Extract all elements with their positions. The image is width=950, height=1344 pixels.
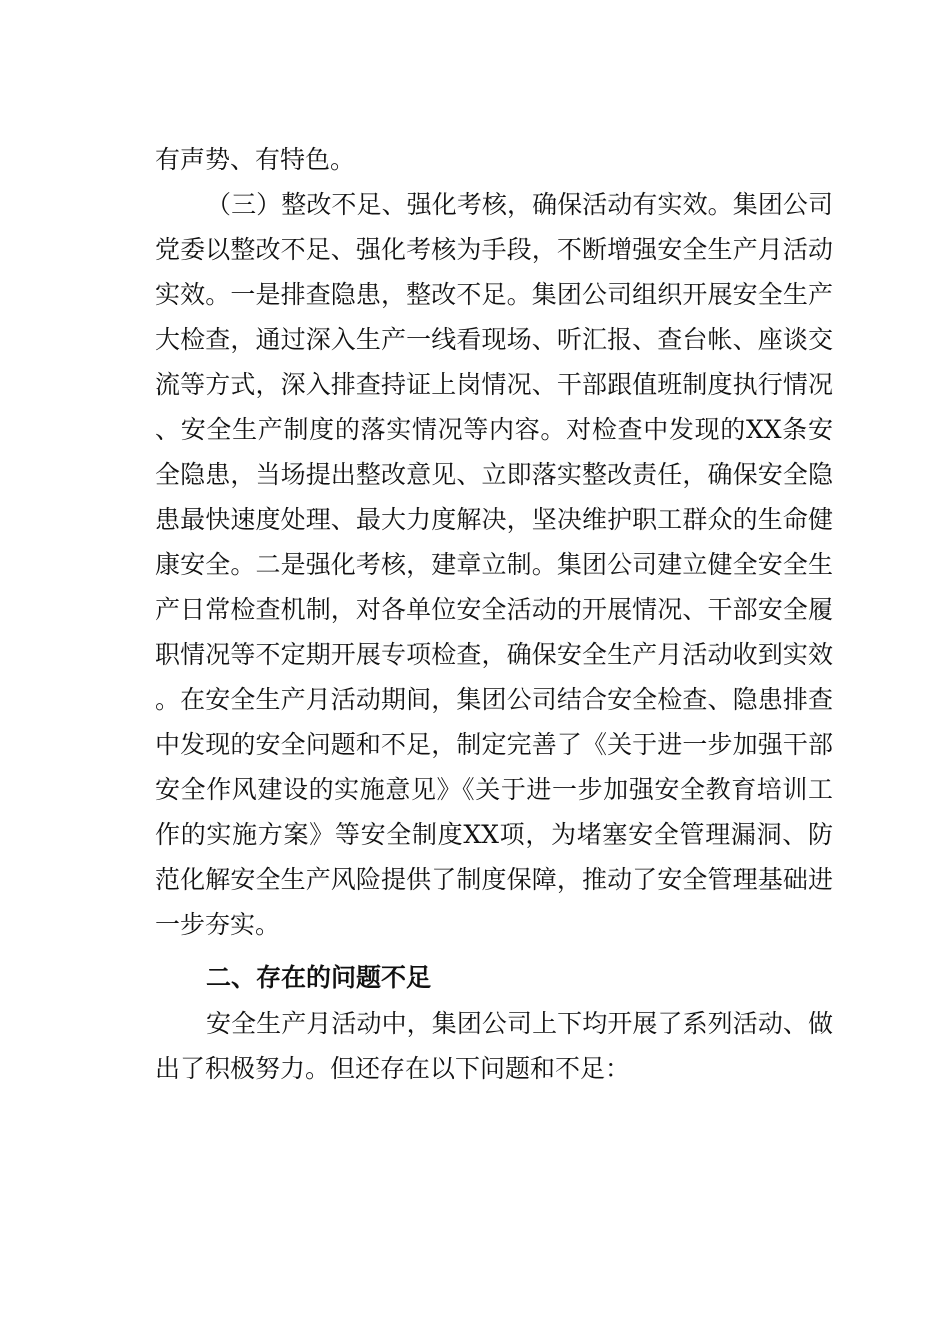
paragraph-section-three: （三）整改不足、强化考核，确保活动有实效。集团公司党委以整改不足、强化考核为手段，不断增强安全生产月活动实效。一是排查隐患，整改不足。集团公司组织开展安全生产大检查，通过深入生产一线看现场、听汇报、查台帐、座谈交流等方式，深入排查持证上岗情况、干部跟值班制度执行情况、安全生产制度的落实情况等内容。对检查中发现的XX条安全隐患，当场提出整改意见、立即落实整改责任，确保安全隐患最快速度处理、最大力度解决，坚决维护职工群众的生命健康安全。二是强化考核，建章立制。集团公司建立健全安全生产日常检查机制，对各单位安全活动的开展情况、干部安全履职情况等不定期开展专项检查，确保安全生产月活动收到实效。在安全生产月活动期间，集团公司结合安全检查、隐患排查中发现的安全问题和不足，制定完善了《关于进一步加强干部安全作风建设的实施意见》《关于进一步加强安全教育培训工作的实施方案》等安全制度XX项，为堵塞安全管理漏洞、防范化解安全生产风险提供了制度保障，推动了安全管理基础进一步夯实。 bbox=[155, 190, 833, 939]
section-heading-problems: 二、存在的问题不足 bbox=[206, 963, 432, 992]
document-body bbox=[155, 137, 833, 1091]
paragraph-continuation: 有声势、有特色。 bbox=[155, 145, 356, 174]
paragraph-problems-intro: 安全生产月活动中，集团公司上下均开展了系列活动、做出了积极努力。但还存在以下问题和不足： bbox=[155, 1009, 833, 1083]
